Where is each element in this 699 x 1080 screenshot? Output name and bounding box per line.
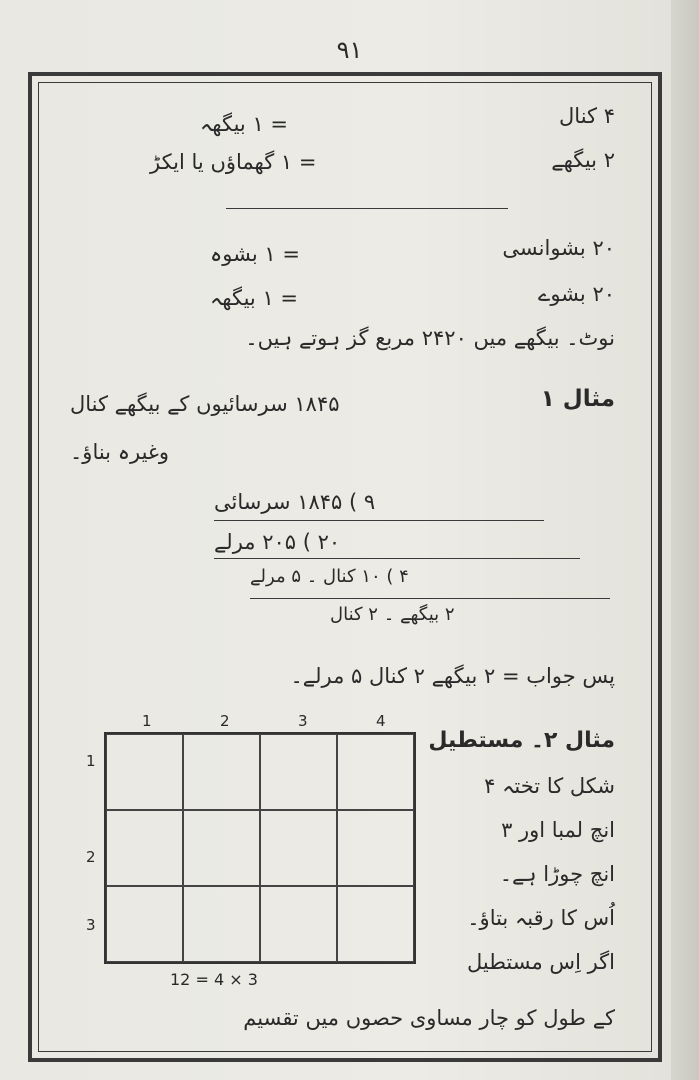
- conversion-1-left: ۴ کنال: [559, 104, 615, 128]
- division-row-1: ۹ ) ۱۸۴۵ سرسائی: [214, 490, 376, 514]
- grid-cell: [337, 810, 414, 886]
- grid-cell: [106, 810, 183, 886]
- column-label: 1: [142, 712, 152, 730]
- division-rule-2: [214, 558, 580, 559]
- example-1-title: مثال ۱: [540, 386, 615, 412]
- grid-cell: [260, 810, 337, 886]
- note: نوٹ۔ بیگھے میں ۲۴۲۰ مربع گز ہوتے ہیں۔: [245, 326, 615, 350]
- grid-cell: [260, 886, 337, 962]
- page-number: ۹۱: [336, 36, 363, 64]
- grid-caption: 12 = 4 × 3: [170, 970, 258, 989]
- grid-cell: [260, 734, 337, 810]
- answer: پس جواب = ۲ بیگھے ۲ کنال ۵ مرلے۔: [290, 664, 615, 688]
- grid-cell: [183, 886, 260, 962]
- division-rule-1: [214, 520, 544, 521]
- row-label: 1: [86, 752, 96, 770]
- division-row-2: ۲۰ ) ۲۰۵ مرلے: [214, 530, 341, 554]
- division-row-3: ۴ ) ۱۰ کنال ۔ ۵ مرلے: [250, 566, 409, 587]
- division-row-4: ۲ بیگھے ۔ ۲ کنال: [330, 604, 455, 625]
- grid-cell: [337, 886, 414, 962]
- example-2-line-3: انچ چوڑا ہے۔: [499, 862, 615, 886]
- section-divider: [226, 208, 508, 209]
- grid-cell: [337, 734, 414, 810]
- example-2-line-1: شکل کا تختہ ۴: [484, 774, 615, 798]
- conversion-4-right: = ۱ بیگھہ: [210, 286, 299, 310]
- row-label: 3: [86, 916, 96, 934]
- division-rule-3: [250, 598, 610, 599]
- column-label: 3: [298, 712, 308, 730]
- rectangle-grid-figure: [86, 712, 416, 989]
- example-2-line-2: انچ لمبا اور ۳: [501, 818, 615, 842]
- grid-cell: [183, 734, 260, 810]
- grid-cell: [183, 810, 260, 886]
- example-2-title: مثال ۲۔ مستطیل: [428, 728, 615, 753]
- example-2-line-5: اگر اِس مستطیل: [466, 950, 615, 974]
- conversion-3-right: = ۱ بشوہ: [210, 242, 300, 266]
- conversion-4-left: ۲۰ بشوے: [538, 282, 615, 306]
- grid-cell: [106, 734, 183, 810]
- column-label: 2: [220, 712, 230, 730]
- column-label: 4: [376, 712, 386, 730]
- example-2-line-4: اُس کا رقبہ بتاؤ۔: [467, 906, 615, 930]
- rectangle-grid: [104, 732, 416, 964]
- example-1-line-1: ۱۸۴۵ سرسائیوں کے بیگھے کنال: [70, 392, 340, 416]
- conversion-2-right: = ۱ گھماؤں یا ایکڑ: [150, 150, 317, 174]
- page-edge: [671, 0, 699, 1080]
- example-1-line-2: وغیرہ بناؤ۔: [70, 440, 170, 464]
- conversion-1-right: = ۱ بیگھہ: [200, 112, 289, 136]
- conversion-2-left: ۲ بیگھے: [551, 148, 615, 172]
- example-2-line-6: کے طول کو چار مساوی حصوں میں تقسیم: [243, 1006, 615, 1030]
- conversion-3-left: ۲۰ بشوانسی: [502, 236, 615, 260]
- grid-cell: [106, 886, 183, 962]
- row-label: 2: [86, 848, 96, 866]
